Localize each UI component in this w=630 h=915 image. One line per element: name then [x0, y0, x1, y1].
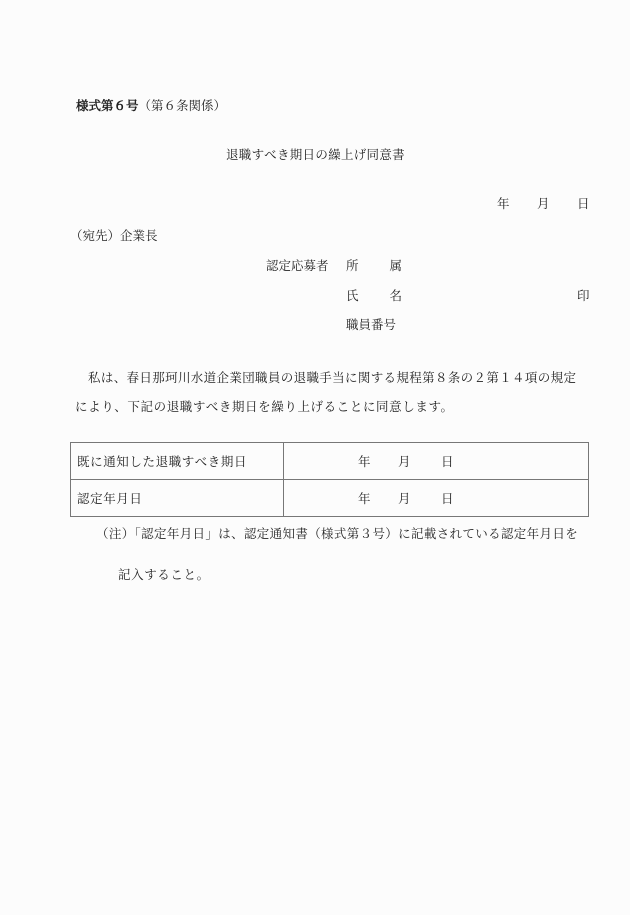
submission-date-day[interactable]: 日 [577, 196, 590, 211]
submission-date-year[interactable]: 年 [497, 196, 510, 211]
table-row [71, 480, 589, 517]
name-field-label[interactable] [346, 289, 402, 303]
applicant-label: 認定応募者 [266, 258, 329, 273]
date-month: 月 [398, 454, 411, 469]
notified-retirement-date-label: 既に通知した退職すべき期日 [71, 443, 284, 480]
table-row [71, 443, 589, 480]
notified-retirement-date-value[interactable] [284, 443, 589, 480]
consent-paragraph-line2: により、下記の退職すべき期日を繰り上げることに同意します。 [75, 399, 454, 414]
department-label-part1: 所 [346, 258, 359, 273]
certification-date-label: 認定年月日 [71, 480, 284, 517]
document-title: 退職すべき期日の繰上げ同意書 [226, 147, 405, 162]
form-number: 様式第６号 [76, 98, 139, 113]
date-day: 日 [441, 454, 454, 469]
department-field-label[interactable] [346, 259, 402, 273]
date-year: 年 [358, 491, 371, 506]
note-line1: （注）「認定年月日」は、認定通知書（様式第３号）に記載されている認定年月日を [96, 526, 579, 541]
date-info-table [70, 442, 589, 517]
note-line2: 記入すること。 [118, 567, 210, 582]
date-day: 日 [441, 491, 454, 506]
certification-date-value[interactable] [284, 480, 589, 517]
department-label-part2: 属 [389, 258, 402, 273]
date-year: 年 [358, 454, 371, 469]
form-relation: （第６条関係） [138, 98, 227, 113]
seal-mark: 印 [577, 288, 590, 303]
name-label-part1: 氏 [346, 288, 359, 303]
name-label-part2: 名 [389, 288, 402, 303]
submission-date-month[interactable]: 月 [537, 196, 550, 211]
employee-number-field-label[interactable]: 職員番号 [346, 317, 397, 332]
form-number-heading [76, 99, 226, 113]
consent-paragraph-line1: 私は、春日那珂川水道企業団職員の退職手当に関する規程第８条の２第１４項の規定 [88, 370, 577, 385]
date-month: 月 [398, 491, 411, 506]
addressee: （宛先）企業長 [70, 228, 158, 243]
